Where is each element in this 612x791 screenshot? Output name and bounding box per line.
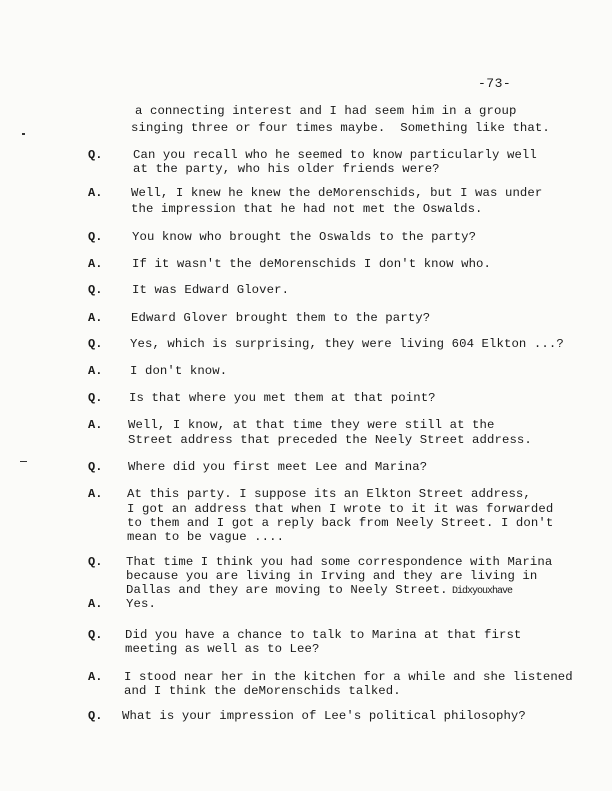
question-text-line: Dallas and they are moving to Neely Street. <box>126 583 448 597</box>
answer-label: A. <box>88 364 103 378</box>
question-label: Q. <box>88 391 103 405</box>
answer-text-line: Yes. <box>126 597 156 611</box>
question-text-line: Did you have a chance to talk to Marina at that first <box>125 628 522 642</box>
struck-through-text: Didxyouxhave <box>452 586 513 597</box>
question-text-line: Is that where you met them at that point? <box>129 391 436 405</box>
answer-text-line: I don't know. <box>130 364 228 378</box>
question-text-line: Where did you first meet Lee and Marina? <box>128 460 428 474</box>
answer-label: A. <box>88 257 103 271</box>
question-text-line: Can you recall who he seemed to know particularly well <box>133 148 537 162</box>
answer-text-line: Well, I knew he knew the deMorenschids, but I was under <box>131 186 543 200</box>
question-text-line: Yes, which is surprising, they were living 604 Elkton ...? <box>130 337 564 351</box>
question-label: Q. <box>88 283 103 297</box>
answer-text-line: Well, I know, at that time they were still at the <box>128 418 495 432</box>
answer-text-line: Street address that preceded the Neely Street address. <box>128 433 532 447</box>
answer-text-line: Edward Glover brought them to the party? <box>131 311 431 325</box>
answer-label: A. <box>88 186 103 200</box>
margin-mark <box>22 133 25 135</box>
answer-text-line: At this party. I suppose its an Elkton Street address, <box>127 487 531 501</box>
answer-text-line: and I think the deMorenschids talked. <box>124 684 401 698</box>
question-label: Q. <box>88 709 103 723</box>
answer-text-line: I stood near her in the kitchen for a while and she listened <box>124 670 573 684</box>
page-number: -73- <box>478 76 512 91</box>
answer-label: A. <box>88 670 103 684</box>
question-text-line: because you are living in Irving and they are living in <box>126 569 538 583</box>
question-text-line: at the party, who his older friends were? <box>133 162 440 176</box>
question-label: Q. <box>88 337 103 351</box>
answer-label: A. <box>88 418 103 432</box>
answer-text-line: I got an address that when I wrote to it it was forwarded <box>127 502 554 516</box>
question-text-line: What is your impression of Lee's political philosophy? <box>122 709 526 723</box>
answer-continuation-line: a connecting interest and I had seem him in a group <box>135 104 517 118</box>
answer-label: A. <box>88 597 103 611</box>
answer-text-line: If it wasn't the deMorenschids I don't know who. <box>132 257 492 271</box>
question-label: Q. <box>88 230 103 244</box>
question-label: Q. <box>88 460 103 474</box>
question-text-line: You know who brought the Oswalds to the party? <box>132 230 477 244</box>
question-text-line: That time I think you had some correspondence with Marina <box>126 555 553 569</box>
question-label: Q. <box>88 628 103 642</box>
answer-label: A. <box>88 311 103 325</box>
answer-text-line: to them and I got a reply back from Neely Street. I don't <box>127 516 554 530</box>
question-text-line: meeting as well as to Lee? <box>125 642 320 656</box>
answer-label: A. <box>88 487 103 501</box>
answer-continuation-line: singing three or four times maybe. Something like that. <box>131 121 550 135</box>
question-label: Q. <box>88 148 103 162</box>
question-label: Q. <box>88 555 103 569</box>
margin-mark <box>20 461 27 462</box>
answer-text-line: the impression that he had not met the Oswalds. <box>131 202 483 216</box>
answer-text-line: mean to be vague .... <box>127 530 285 544</box>
question-text-line: It was Edward Glover. <box>132 283 290 297</box>
